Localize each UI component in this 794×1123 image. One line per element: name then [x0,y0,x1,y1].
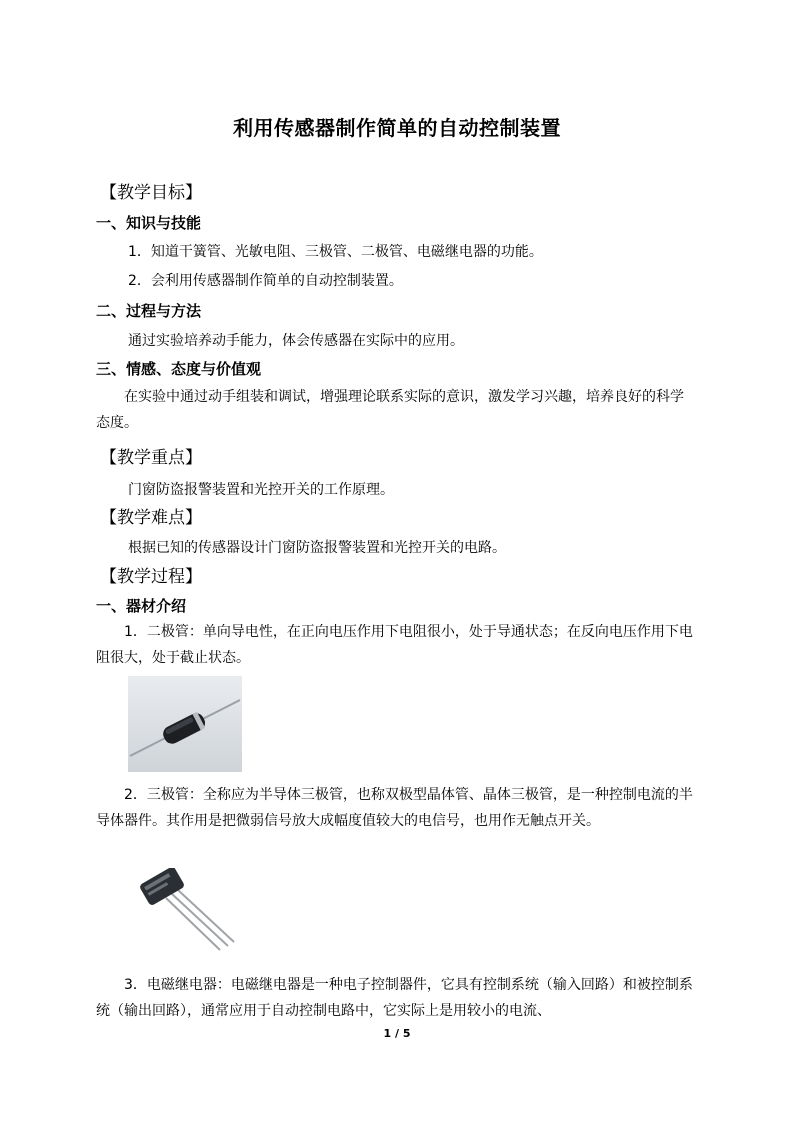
diode-photo [128,676,242,772]
emotion-text: 在实验中通过动手组装和调试，增强理论联系实际的意识，激发学习兴趣，培养良好的科学态度。 [96,389,684,431]
section-process: 【教学过程】 [100,567,202,587]
materials-item-3: 3．电磁继电器：电磁继电器是一种电子控制器件，它具有控制系统（输入回路）和被控制系统（输出回路），通常应用于自动控制电路中，它实际上是用较小的电流、 [96,977,693,1019]
key-points-text: 门窗防盗报警装置和光控开关的工作原理。 [128,482,394,498]
transistor-icon [128,868,242,962]
difficulties-text: 根据已知的传感器设计门窗防盗报警装置和光控开关的电路。 [128,540,506,556]
page-number: 1 / 5 [383,1027,411,1040]
subsection-materials: 一、器材介绍 [96,597,187,615]
method-text: 通过实验培养动手能力，体会传感器在实际中的应用。 [128,333,464,349]
subsection-knowledge: 一、知识与技能 [96,214,202,232]
knowledge-item-2: 2．会利用传感器制作简单的自动控制装置。 [128,273,403,289]
section-key-points: 【教学重点】 [100,448,202,468]
section-difficulties: 【教学难点】 [100,508,202,528]
subsection-emotion: 三、情感、态度与价值观 [96,360,262,378]
diode-icon [128,676,242,772]
transistor-photo [128,868,242,962]
subsection-method: 二、过程与方法 [96,302,202,320]
knowledge-item-1: 1．知道干簧管、光敏电阻、三极管、二极管、电磁继电器的功能。 [128,244,543,260]
document-title: 利用传感器制作简单的自动控制装置 [233,116,561,140]
section-objectives: 【教学目标】 [100,183,202,203]
materials-item-1: 1．二极管：单向导电性，在正向电压作用下电阻很小，处于导通状态；在反向电压作用下电阻很大，处于截止状态。 [96,624,693,666]
materials-item-2: 2．三极管：全称应为半导体三极管，也称双极型晶体管、晶体三极管，是一种控制电流的半导体器件。其作用是把微弱信号放大成幅度值较大的电信号，也用作无触点开关。 [96,787,693,829]
